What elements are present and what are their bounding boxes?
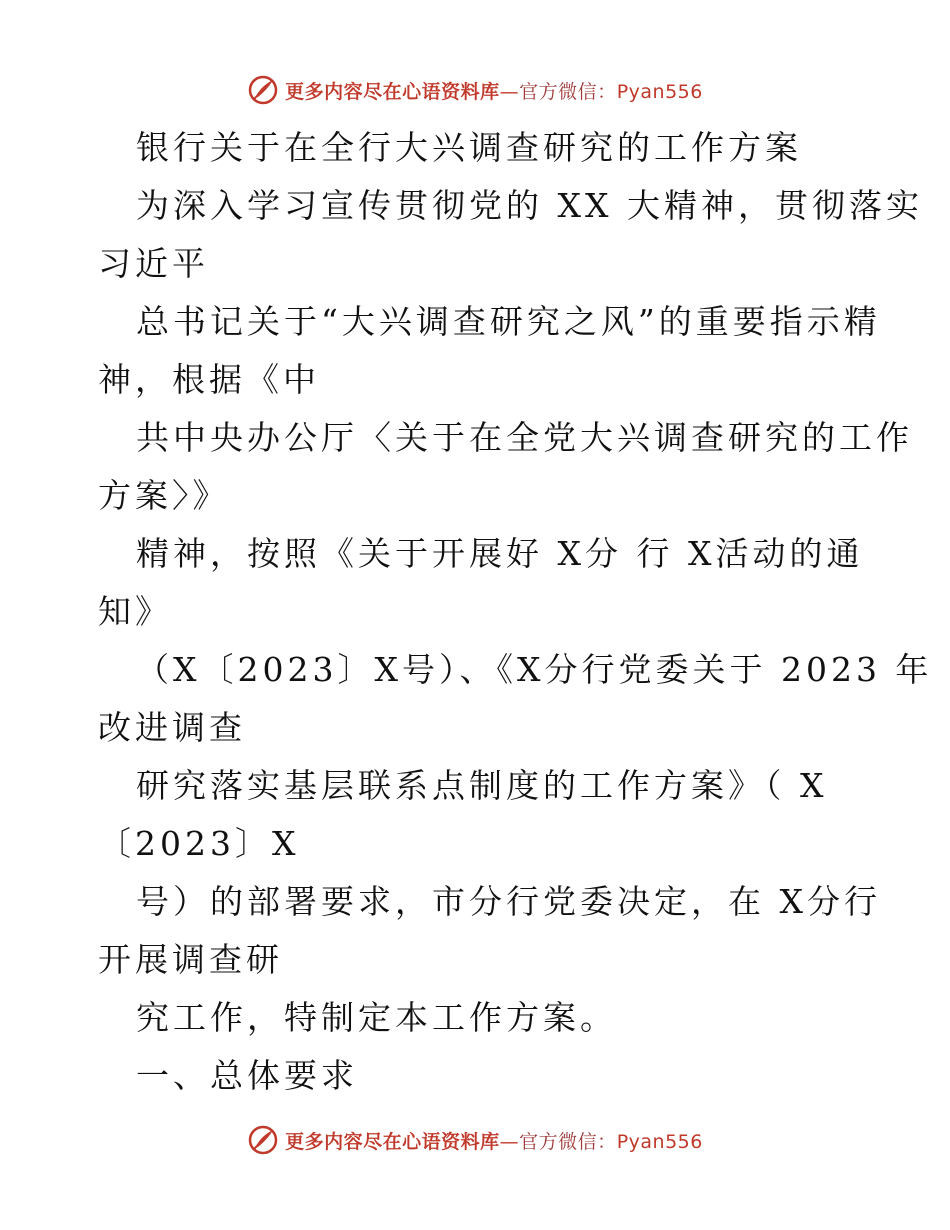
paragraph-line: （X〔2023〕X号）、《X分行党委关于 2023 年	[136, 650, 933, 689]
quill-logo-icon	[247, 1124, 279, 1156]
paragraph-line: 究工作，特制定本工作方案。	[136, 998, 617, 1037]
paragraph-line: 神，根据《中	[98, 360, 320, 399]
paragraph-line: 开展调查研	[98, 940, 283, 979]
paragraph-line: 号）的部署要求，市分行党委决定，在 X分行	[136, 882, 881, 921]
banner-brand: 更多内容尽在心语资料库	[285, 80, 500, 103]
banner-content	[247, 74, 703, 106]
banner-label: 官方微信：	[519, 80, 617, 103]
banner-separator: —	[499, 80, 520, 103]
paragraph-line: 为深入学习宣传贯彻党的 XX 大精神，贯彻落实	[136, 186, 923, 225]
paragraph-line: 总书记关于“大兴调查研究之风”的重要指示精	[136, 302, 881, 341]
paragraph-line: 共中央办公厅〈关于在全党大兴调查研究的工作	[136, 418, 913, 457]
header-watermark-banner	[0, 70, 950, 110]
paragraph-line: 知》	[98, 592, 172, 631]
paragraph-line: 研究落实基层联系点制度的工作方案》（ X	[136, 766, 828, 805]
banner-account: Pyan556	[616, 1130, 703, 1153]
paragraph-line: 习近平	[98, 244, 209, 283]
banner-content	[247, 1124, 703, 1156]
paragraph-line: 方案〉》	[98, 476, 230, 515]
section-heading: 一、总体要求	[136, 1056, 358, 1095]
quill-logo-icon	[247, 74, 279, 106]
banner-label: 官方微信：	[519, 1130, 617, 1153]
document-title: 银行关于在全行大兴调查研究的工作方案	[136, 128, 802, 167]
banner-brand: 更多内容尽在心语资料库	[285, 1130, 500, 1153]
footer-watermark-banner	[0, 1120, 950, 1160]
paragraph-line: 精神，按照《关于开展好 X分 行 X活动的通	[136, 534, 864, 573]
paragraph-line: 〔2023〕X	[98, 824, 300, 863]
banner-account: Pyan556	[616, 80, 703, 103]
banner-separator: —	[499, 1130, 520, 1153]
paragraph-line: 改进调查	[98, 708, 246, 747]
